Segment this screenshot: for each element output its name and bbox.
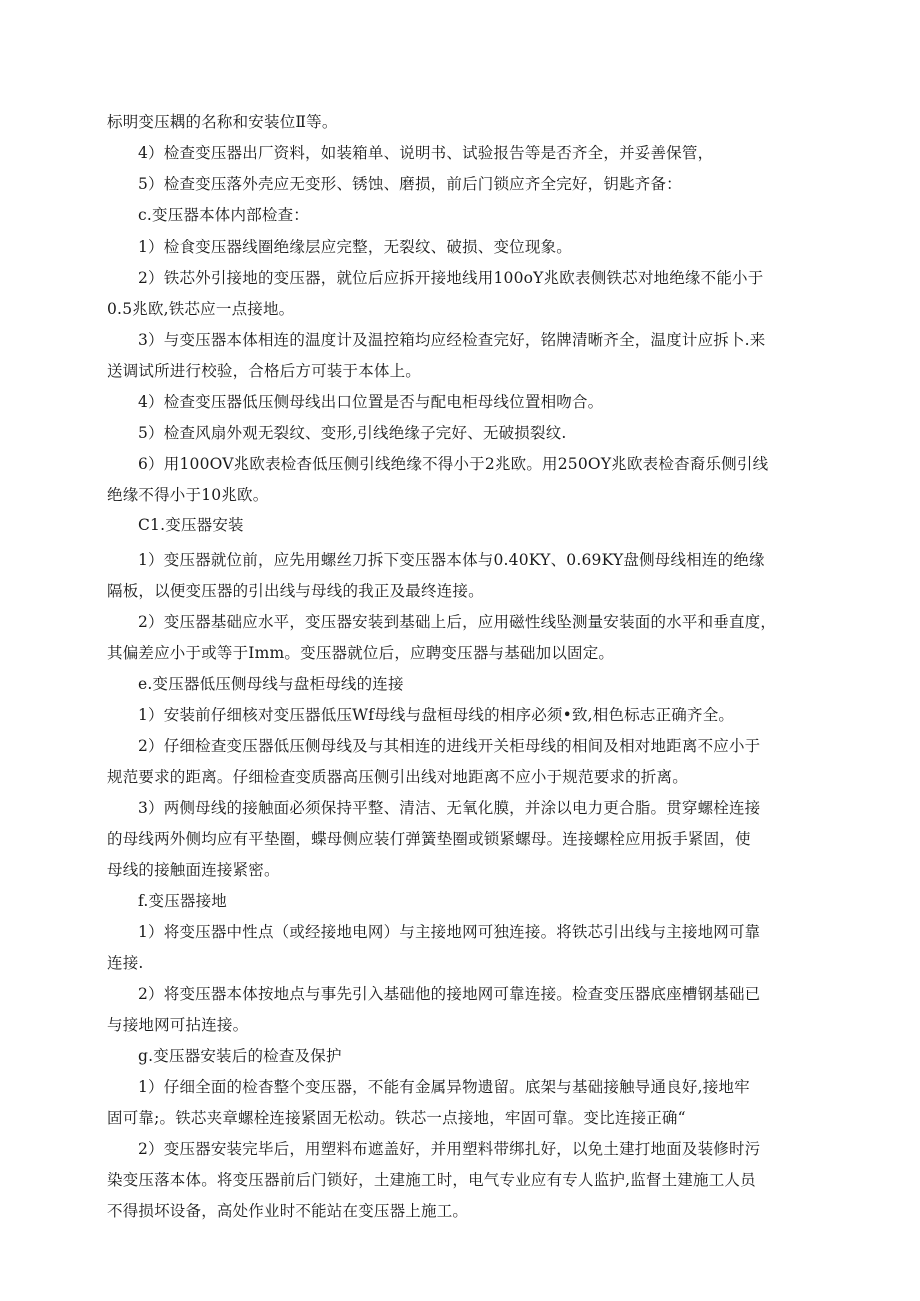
- text-line: 2）变压器安装完毕后，用塑料布遮盖好，并用塑料带绑扎好，以免土建打地面及装修时污: [138, 1140, 761, 1158]
- text-line: 染变压落本体。将变压器前后门锁好，土建施工时，电气专业应有专人监护,监督土建施工人员: [107, 1171, 756, 1189]
- text-line: 4）检查变压器出厂资料，如装箱单、说明书、试验报告等是否齐全，并妥善保管，: [138, 144, 714, 162]
- text-line: 其偏差应小于或等于Imm。变压器就位后，应聘变压器与基础加以固定。: [107, 644, 615, 662]
- text-line: 规范要求的距离。仔细检查变质器高压侧引出线对地距离不应小于规范要求的折离。: [107, 768, 688, 786]
- text-line: 3）两侧母线的接触面必须保持平整、清洁、无氧化膜，并涂以电力更合脂。贯穿螺栓连接: [138, 799, 761, 817]
- text-line: 母线的接触面连接紧密。: [107, 861, 280, 879]
- text-line: 1）检食变压器线圈绝缘层应完整，无裂纹、破损、变位现象。: [138, 238, 572, 256]
- text-line: 1）变压器就位前，应先用螺丝刀拆下变压器本体与0.40KY、0.69KY盘侧母线相连的绝缘: [138, 551, 765, 569]
- text-line: 3）与变压器本体相连的温度计及温控箱均应经检查完好，铭牌清晰齐全，温度计应拆卜.来: [138, 331, 766, 349]
- text-line: 的母线两外侧均应有平垫圈，蝶母侧应装仃弹簧垫圈或锁紧螺母。连接螺栓应用扳手紧固，使: [107, 830, 751, 848]
- text-line: 0.5兆欧,铁芯应一点接地。: [107, 300, 295, 318]
- text-line: 2）铁芯外引接地的变压器，就位后应拆开接地线用100oY兆欧表侧铁芯对地绝缘不能小于: [138, 269, 764, 287]
- text-line: 绝缘不得小于10兆欧。: [107, 486, 269, 504]
- text-line: 5）检查变压落外壳应无变形、锈蚀、磨损，前后门锁应齐全完好，钥匙齐备：: [138, 175, 682, 193]
- text-line: 与接地网可拈连接。: [107, 1016, 249, 1034]
- text-line: 4）检查变压器低压侧母线出口位置是否与配电柜母线位置相吻合。: [138, 393, 604, 411]
- section-heading: e.变压器低压侧母线与盘柜母线的连接: [138, 675, 404, 693]
- text-line: 1）仔细全面的检杳整个变压器，不能有金属异物遗留。底架与基础接触导通良好,接地牢: [138, 1078, 750, 1096]
- text-line: 不得损坏设备，高处作业时不能站在变压器上施工。: [107, 1202, 469, 1220]
- section-heading: g.变压器安装后的检查及保护: [138, 1047, 342, 1065]
- text-line: 标明变压耦的名称和安装位Ⅱ等。: [107, 113, 338, 131]
- section-heading: f.变压器接地: [138, 892, 228, 910]
- text-line: 2）仔细检查变压器低压侧母线及与其相连的进线开关柜母线的相间及相对地距离不应小于: [138, 737, 761, 755]
- text-line: 2）变压器基础应水平，变压器安装到基础上后，应用磁性线坠测量安装面的水平和垂直度，: [138, 613, 777, 631]
- text-line: 连接.: [107, 954, 144, 972]
- text-line: 5）检查风扇外观无裂纹、变形,引线绝缘子完好、无破损裂纹.: [138, 424, 567, 442]
- text-line: 固可靠;。铁芯夹章螺栓连接紧固无松动。铁芯一点接地，牢固可靠。变比连接正确“: [107, 1109, 686, 1127]
- text-line: 送调试所进行校验，合格后方可装于本体上。: [107, 362, 422, 380]
- section-heading: C1.变压器安装: [138, 516, 244, 534]
- text-line: 隔板，以便变压器的引出线与母线的我正及最终连接。: [107, 582, 484, 600]
- text-line: 6）用100OV兆欧表检杳低压侧引线绝缘不得小于2兆欧。用250OY兆欧表检杳裔乐侧引线: [138, 455, 769, 473]
- text-line: 2）将变压器本体按地点与事先引入基础他的接地网可靠连接。检查变压器底座槽钢基础已: [138, 985, 761, 1003]
- text-line: 1）安装前仔细核对变压器低压Wf母线与盘桓母线的相序必须•致,相色标志正确齐全。: [138, 706, 735, 724]
- text-line: 1）将变压器中性点（或经接地电网）与主接地网可独连接。将铁芯引出线与主接地网可靠: [138, 923, 761, 941]
- section-heading: c.变压器本体内部检查：: [138, 206, 310, 224]
